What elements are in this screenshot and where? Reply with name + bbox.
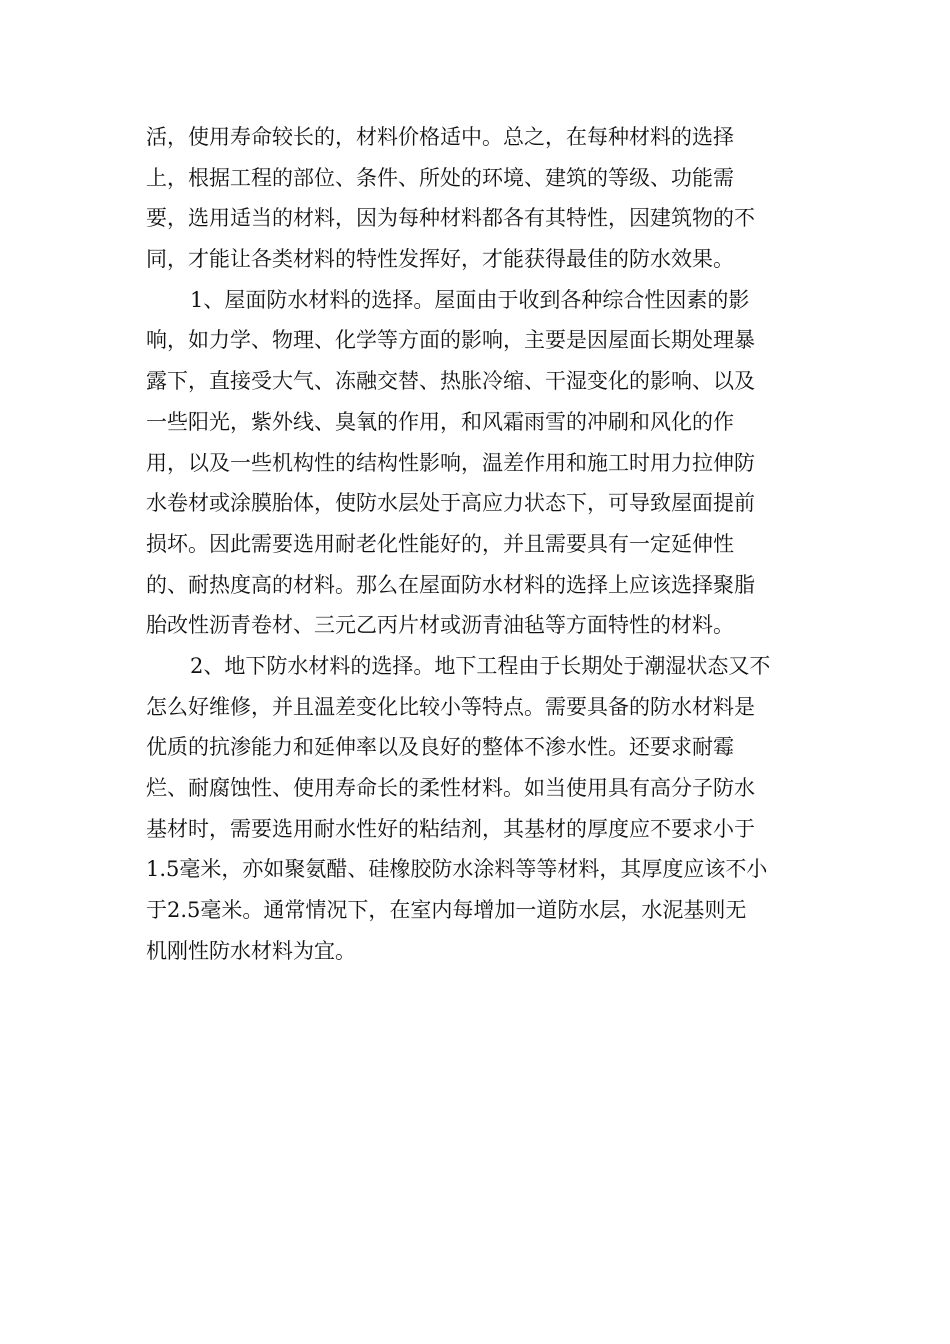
paragraph-start-line: 2、地下防水材料的选择。地下工程由于长期处于潮湿状态又不 [190,653,771,678]
text-line: 活，使用寿命较长的，材料价格适中。总之，在每种材料的选择 [146,125,734,149]
text-line: 响，如力学、物理、化学等方面的影响，主要是因屋面长期处理暴 [146,328,755,353]
text-line: 露下，直接受大气、冻融交替、热胀冷缩、干湿变化的影响、以及 [146,369,755,394]
text-line: 怎么好维修，并且温差变化比较小等特点。需要具备的防水材料是 [146,694,755,719]
text-line: 烂、耐腐蚀性、使用寿命长的柔性材料。如当使用具有高分子防水 [146,776,755,800]
text-line: 于2.5毫米。通常情况下，在室内每增加一道防水层，水泥基则无 [146,898,747,923]
text-line: 一些阳光，紫外线、臭氧的作用，和风霜雨雪的冲刷和风化的作 [146,409,734,434]
text-line: 水卷材或涂膜胎体，使防水层处于高应力状态下，可导致屋面提前 [146,491,755,516]
text-line: 损坏。因此需要选用耐老化性能好的，并且需要具有一定延伸性 [146,531,734,556]
text-line: 优质的抗渗能力和延伸率以及良好的整体不渗水性。还要求耐霉 [146,735,734,760]
text-line: 1.5毫米，亦如聚氨醋、硅橡胶防水涂料等等材料，其厚度应该不小 [146,857,768,882]
text-line: 要，选用适当的材料，因为每种材料都各有其特性，因建筑物的不 [146,206,755,231]
text-line: 用，以及一些机构性的结构性影响，温差作用和施工时用力拉伸防 [146,450,755,475]
text-line: 上，根据工程的部位、条件、所处的环境、建筑的等级、功能需 [146,165,734,190]
body-text [146,117,826,971]
text-line: 同，才能让各类材料的特性发挥好，才能获得最佳的防水效果。 [146,247,734,272]
text-line: 的、耐热度高的材料。那么在屋面防水材料的选择上应该选择聚脂 [146,572,755,597]
paragraph-start-line: 1、屋面防水材料的选择。屋面由于收到各种综合性因素的影 [190,287,750,312]
text-line: 机刚性防水材料为宜。 [146,938,356,963]
text-line: 基材时，需要选用耐水性好的粘结剂，其基材的厚度应不要求小于 [146,816,755,841]
text-line: 胎改性沥青卷材、三元乙丙片材或沥青油毡等方面特性的材料。 [146,613,734,638]
